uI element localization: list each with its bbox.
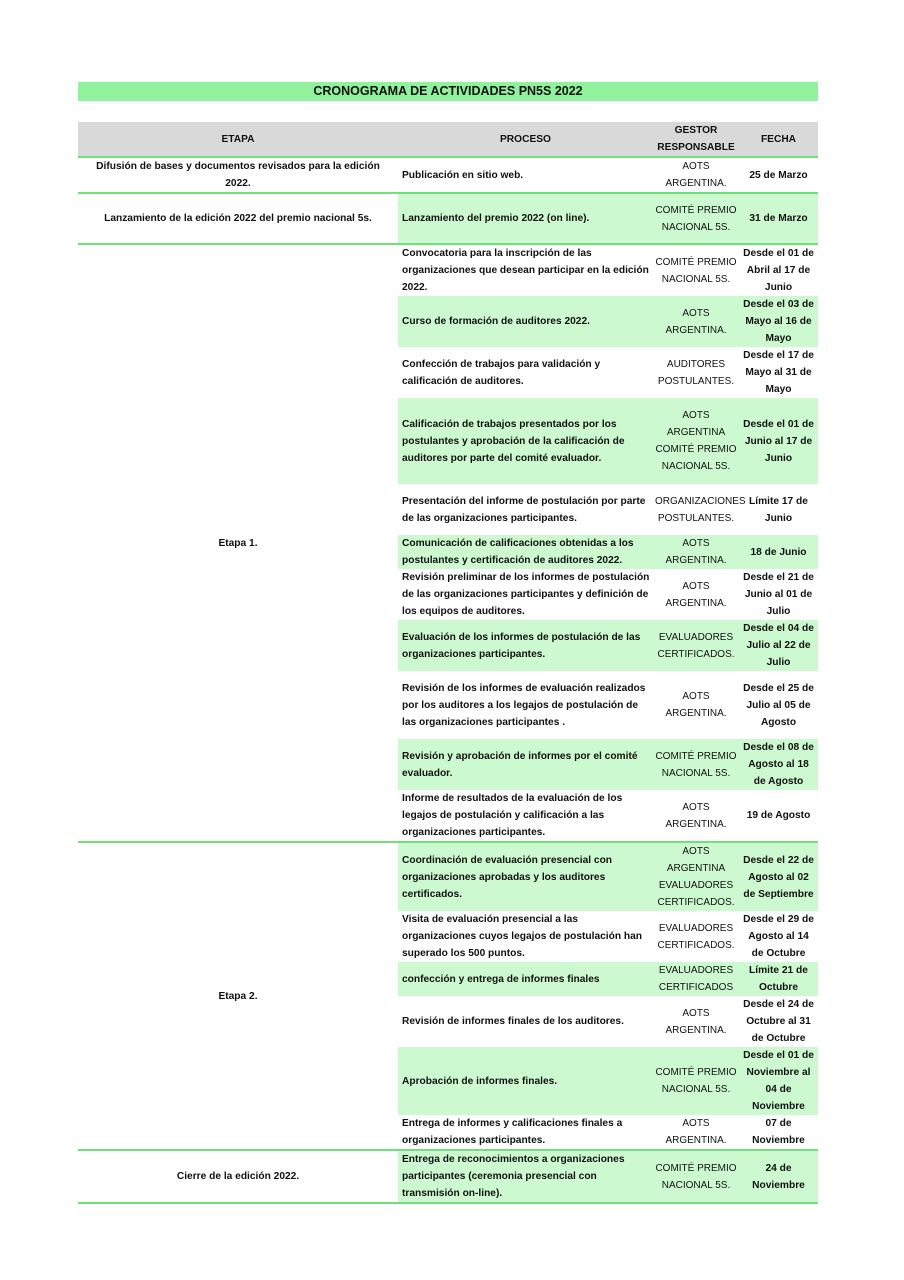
fecha-cell: Desde el 24 de Octubre al 31 de Octubre	[743, 999, 814, 1044]
fecha-cell: Desde el 01 de Noviembre al 04 de Noviembre	[739, 1047, 818, 1115]
etapa-lanzamiento: Lanzamiento de la edición 2022 del premio nacional 5s.	[78, 193, 398, 244]
gestor-cell: AOTS ARGENTINA EVALUADORES CERTIFICADOS.	[653, 842, 739, 911]
proceso-cell: Lanzamiento del premio 2022 (on line).	[398, 193, 653, 244]
fecha-cell: Desde el 21 de Junio al 01 de Julio	[743, 572, 814, 617]
gestor-cell: EVALUADORES CERTIFICADOS.	[657, 922, 735, 951]
proceso-cell: Coordinación de evaluación presencial con organizaciones aprobadas y los auditores certificados.	[398, 842, 653, 911]
table-row	[78, 193, 818, 244]
fecha-cell: Desde el 04 de Julio al 22 de Julio	[739, 620, 818, 671]
proceso-cell: confección y entrega de informes finales	[398, 962, 653, 996]
fecha-cell: Desde el 03 de Mayo al 16 de Mayo	[739, 296, 818, 347]
fecha-cell: Desde el 29 de Agosto al 14 de Octubre	[743, 914, 814, 959]
proceso-cell: Visita de evaluación presencial a las organizaciones cuyos legajos de postulación han superado los 500 puntos.	[402, 914, 643, 959]
gestor-cell: AOTS ARGENTINA COMITÉ PREMIO NACIONAL 5S.	[653, 398, 739, 484]
gestor-cell: COMITÉ PREMIO NACIONAL 5S.	[653, 193, 739, 244]
header-row	[78, 122, 818, 157]
proceso-cell: Revisión y aprobación de informes por el comité evaluador.	[398, 739, 653, 790]
schedule-table	[78, 122, 818, 1204]
fecha-cell: 07 de Noviembre	[752, 1118, 805, 1146]
gestor-cell: AOTS ARGENTINA.	[653, 535, 739, 569]
table-row	[78, 1150, 818, 1203]
fecha-cell: Desde el 01 de Junio al 17 de Junio	[739, 398, 818, 484]
header-fecha: FECHA	[739, 122, 818, 157]
gestor-cell: COMITÉ PREMIO NACIONAL 5S.	[653, 1047, 739, 1115]
etapa-difusion: Difusión de bases y documentos revisados para la edición 2022.	[78, 157, 398, 193]
gestor-cell: ORGANIZACIONES POSTULANTES.	[655, 495, 746, 524]
table-row	[78, 244, 818, 296]
proceso-cell: Entrega de reconocimientos a organizaciones participantes (ceremonia presencial con transmisión on-line).	[398, 1150, 653, 1203]
proceso-cell: Evaluación de los informes de postulación de las organizaciones participantes.	[398, 620, 653, 671]
gestor-cell: COMITÉ PREMIO NACIONAL 5S.	[653, 739, 739, 790]
header-etapa: ETAPA	[78, 122, 398, 157]
proceso-cell: Entrega de informes y calificaciones finales a organizaciones participantes.	[402, 1118, 623, 1146]
fecha-cell: 18 de Junio	[739, 535, 818, 569]
table-row	[78, 842, 818, 911]
proceso-cell: Presentación del informe de postulación por parte de las organizaciones participantes.	[402, 495, 646, 524]
fecha-cell: Límite 17 de Junio	[749, 495, 808, 524]
fecha-cell: Límite 21 de Octubre	[739, 962, 818, 996]
gestor-cell: AOTS ARGENTINA.	[665, 691, 727, 719]
gestor-cell: AOTS ARGENTINA.	[665, 801, 727, 830]
header-gestor: GESTOR RESPONSABLE	[653, 122, 739, 157]
fecha-cell: Desde el 01 de Abril al 17 de Junio	[739, 244, 818, 296]
proceso-cell: Comunicación de calificaciones obtenidas a los postulantes y certificación de auditores 2022.	[398, 535, 653, 569]
proceso-cell: Curso de formación de auditores 2022.	[398, 296, 653, 347]
gestor-cell: AOTS ARGENTINA.	[665, 1118, 727, 1146]
proceso-cell: Revisión de los informes de evaluación realizados por los auditores a los legajos de postulación de las organizaciones participantes .	[402, 682, 646, 728]
fecha-cell: 31 de Marzo	[739, 193, 818, 244]
gestor-cell: EVALUADORES CERTIFICADOS	[653, 962, 739, 996]
proceso-cell: Informe de resultados de la evaluación de los legajos de postulación y calificación a las organizaciones participantes.	[402, 793, 623, 838]
proceso-cell: Convocatoria para la inscripción de las organizaciones que desean participar en la edición 2022.	[398, 244, 653, 296]
document-title: CRONOGRAMA DE ACTIVIDADES PN5S 2022	[78, 82, 818, 101]
gestor-cell: EVALUADORES CERTIFICADOS.	[653, 620, 739, 671]
header-proceso: PROCESO	[398, 122, 653, 157]
etapa-2: Etapa 2.	[78, 842, 398, 1150]
table-row	[78, 157, 818, 193]
gestor-cell: AOTS ARGENTINA.	[665, 1007, 727, 1036]
etapa-1: Etapa 1.	[78, 244, 398, 842]
gestor-cell: AOTS ARGENTINA.	[653, 296, 739, 347]
fecha-cell: 19 de Agosto	[746, 810, 811, 821]
proceso-cell: Aprobación de informes finales.	[398, 1047, 653, 1115]
gestor-cell: AOTS ARGENTINA.	[665, 580, 727, 609]
gestor-cell: COMITÉ PREMIO NACIONAL 5S.	[653, 1150, 739, 1203]
proceso-cell: Revisión de informes finales de los auditores.	[402, 1016, 624, 1027]
fecha-cell: 24 de Noviembre	[739, 1150, 818, 1203]
fecha-cell: Desde el 25 de Julio al 05 de Agosto	[743, 682, 814, 728]
gestor-cell: COMITÉ PREMIO NACIONAL 5S.	[653, 244, 739, 296]
proceso-cell: Publicación en sitio web.	[402, 169, 524, 181]
proceso-cell: Confección de trabajos para validación y calificación de auditores.	[402, 358, 601, 387]
fecha-cell: Desde el 22 de Agosto al 02 de Septiembre	[739, 842, 818, 911]
gestor-cell: AOTS ARGENTINA.	[665, 161, 727, 189]
fecha-cell: Desde el 08 de Agosto al 18 de Agosto	[739, 739, 818, 790]
etapa-cierre: Cierre de la edición 2022.	[78, 1150, 398, 1203]
fecha-cell: Desde el 17 de Mayo al 31 de Mayo	[743, 350, 814, 395]
fecha-cell: 25 de Marzo	[749, 169, 808, 181]
gestor-cell: AUDITORES POSTULANTES.	[657, 358, 735, 387]
proceso-cell: Calificación de trabajos presentados por los postulantes y aprobación de la calificación de auditores por parte del comité evaluador.	[398, 398, 653, 484]
proceso-cell: Revisión preliminar de los informes de postulación de las organizaciones participantes y definición de los equipos de auditores.	[402, 572, 650, 617]
